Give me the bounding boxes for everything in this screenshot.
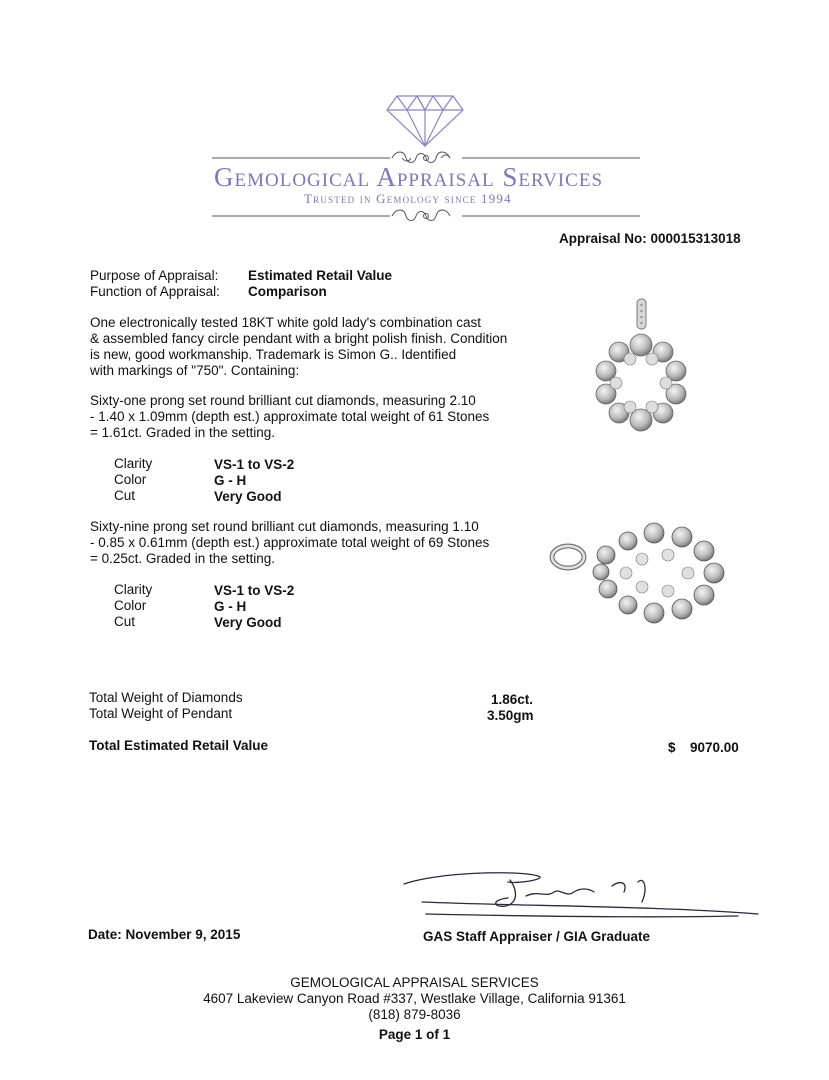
company-tagline: Trusted in Gemology since 1994 bbox=[304, 191, 512, 206]
total-retail-value: 9070.00 bbox=[690, 740, 739, 755]
purpose-value: Estimated Retail Value bbox=[248, 268, 393, 283]
appraisal-date: Date: November 9, 2015 bbox=[88, 927, 241, 942]
item-description bbox=[90, 315, 507, 379]
description-line: One electronically tested 18KT white gold lady's combination cast bbox=[90, 315, 482, 330]
total-pendant-label: Total Weight of Pendant bbox=[89, 706, 233, 721]
footer-address: 4607 Lakeview Canyon Road #337, Westlake Village, California 91361 bbox=[203, 991, 626, 1006]
company-name: Gemological Appraisal Services bbox=[214, 162, 604, 192]
cut-label: Cut bbox=[114, 488, 136, 503]
clarity-label: Clarity bbox=[114, 582, 153, 597]
cut-label: Cut bbox=[114, 614, 136, 629]
stone-line: - 1.40 x 1.09mm (depth est.) approximate total weight of 61 Stones bbox=[90, 409, 490, 424]
page-number: Page 1 of 1 bbox=[378, 1027, 451, 1042]
clarity-value: VS-1 to VS-2 bbox=[214, 457, 295, 472]
cut-value: Very Good bbox=[214, 489, 282, 504]
diamond-logo-icon bbox=[385, 92, 465, 148]
color-label: Color bbox=[114, 472, 147, 487]
stone-line: = 1.61ct. Graded in the setting. bbox=[90, 425, 275, 440]
retail-currency: $ bbox=[668, 740, 676, 755]
footer-company: GEMOLOGICAL APPRAISAL SERVICES bbox=[290, 975, 539, 990]
footer-phone: (818) 879-8036 bbox=[368, 1007, 461, 1022]
appraiser-signature bbox=[398, 862, 768, 924]
stone-line: = 0.25ct. Graded in the setting. bbox=[90, 551, 275, 566]
stone-line: Sixty-one prong set round brilliant cut diamonds, measuring 2.10 bbox=[90, 393, 476, 408]
purpose-label: Purpose of Appraisal: bbox=[90, 268, 219, 283]
total-pendant-value: 3.50gm bbox=[487, 708, 534, 723]
bottom-ornament-rule bbox=[212, 208, 640, 224]
description-line: & assembled fancy circle pendant with a bright polish finish. Condition bbox=[90, 331, 508, 346]
appraiser-title: GAS Staff Appraiser / GIA Graduate bbox=[423, 929, 651, 944]
clarity-label: Clarity bbox=[114, 456, 153, 471]
color-label: Color bbox=[114, 598, 147, 613]
stone-line: - 0.85 x 0.61mm (depth est.) approximate total weight of 69 Stones bbox=[90, 535, 490, 550]
cut-value: Very Good bbox=[214, 615, 282, 630]
total-diamonds-label: Total Weight of Diamonds bbox=[89, 690, 243, 705]
color-value: G - H bbox=[214, 599, 247, 614]
description-line: with markings of "750". Containing: bbox=[90, 363, 300, 378]
stone-line: Sixty-nine prong set round brilliant cut diamonds, measuring 1.10 bbox=[90, 519, 479, 534]
total-retail-label: Total Estimated Retail Value bbox=[89, 738, 269, 753]
appraisal-number-value: 000015313018 bbox=[650, 231, 741, 246]
company-logo bbox=[200, 92, 650, 227]
pendant-side-image bbox=[546, 515, 736, 635]
appraisal-number bbox=[559, 231, 741, 247]
function-value: Comparison bbox=[248, 284, 327, 299]
color-value: G - H bbox=[214, 473, 247, 488]
total-diamonds-value: 1.86ct. bbox=[491, 692, 534, 707]
pendant-front-image bbox=[586, 295, 696, 455]
appraisal-number-label: Appraisal No: bbox=[559, 231, 647, 246]
clarity-value: VS-1 to VS-2 bbox=[214, 583, 295, 598]
stone-group-1-description bbox=[90, 393, 489, 441]
description-line: is new, good workmanship. Trademark is Simon G.. Identified bbox=[90, 347, 457, 362]
function-label: Function of Appraisal: bbox=[90, 284, 220, 299]
stone-group-2-description bbox=[90, 519, 489, 567]
